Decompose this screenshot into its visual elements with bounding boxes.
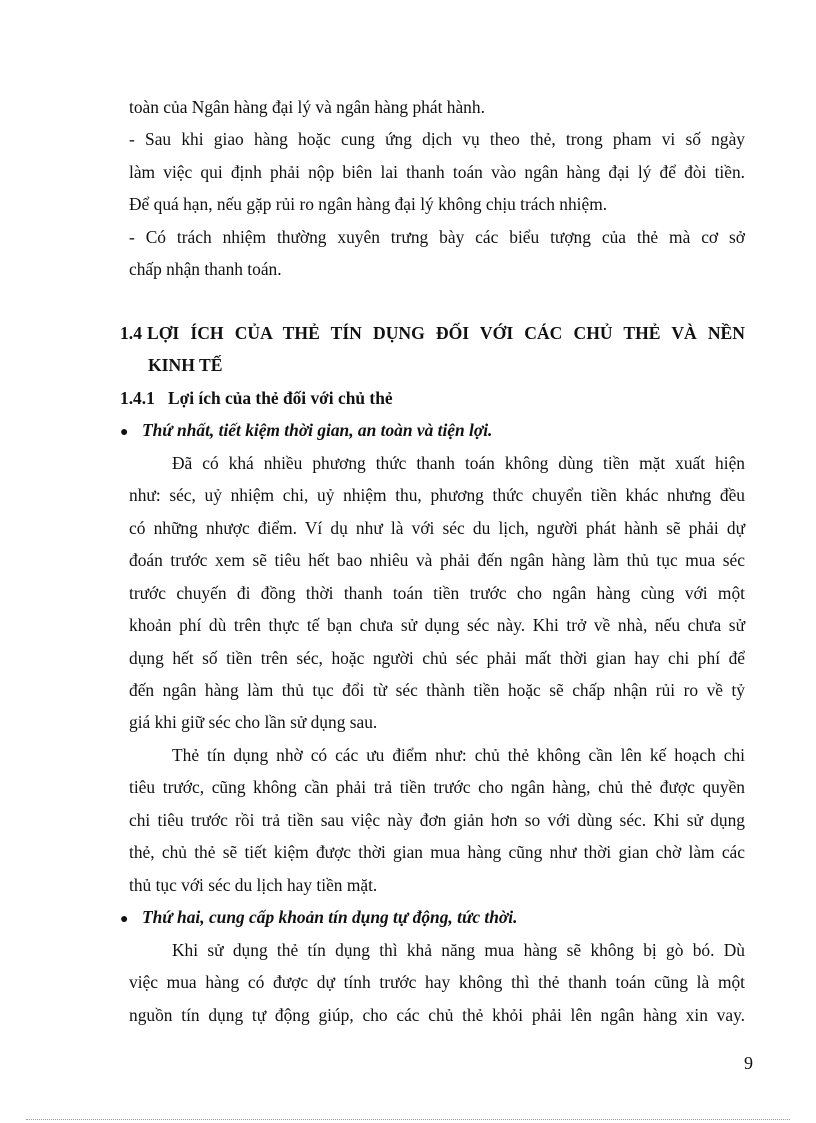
subsection-title: Lợi ích của thẻ đối với chủ thẻ	[168, 388, 393, 408]
para-line: thẻ, chủ thẻ sẽ tiết kiệm được thời gian mua hàng cũng như thời gian chờ làm các	[129, 842, 745, 862]
subsection-heading	[120, 387, 393, 409]
body-line: Để quá hạn, nếu gặp rủi ro ngân hàng đại lý không chịu trách nhiệm.	[129, 194, 608, 214]
para-line: thủ tục với séc du lịch hay tiền mặt.	[129, 875, 378, 895]
para-line: dụng hết số tiền trên séc, hoặc người chủ séc phải mất thời gian hay chi phí để	[129, 648, 745, 668]
section-title-line1: LỢI ÍCH CỦA THẺ TÍN DỤNG ĐỐI VỚI CÁC CHỦ THẺ VÀ NỀN	[147, 323, 745, 343]
para-line: Thẻ tín dụng nhờ có các ưu điểm như: chủ thẻ không cần lên kế hoạch chi	[172, 745, 745, 765]
bullet-item	[120, 906, 517, 931]
bullet-text: Thứ nhất, tiết kiệm thời gian, an toàn và tiện lợi.	[142, 420, 493, 440]
section-heading	[120, 322, 745, 344]
body-line: làm việc qui định phải nộp biên lai thanh toán vào ngân hàng đại lý để đòi tiền.	[129, 162, 745, 182]
para-line: Khi sử dụng thẻ tín dụng thì khả năng mua hàng sẽ không bị gò bó. Dù	[172, 940, 745, 960]
bullet-icon: ●	[120, 912, 129, 927]
para-line: đến ngân hàng làm thủ tục đổi từ séc thành tiền hoặc sẽ chấp nhận rủi ro về tỷ	[129, 680, 745, 700]
body-line: toàn của Ngân hàng đại lý và ngân hàng phát hành.	[129, 97, 485, 117]
para-line: Đã có khá nhiều phương thức thanh toán không dùng tiền mặt xuất hiện	[172, 453, 745, 473]
para-line: chi tiêu trước rồi trả tiền sau việc này đơn giản hơn so với dùng séc. Khi sử dụng	[129, 810, 745, 830]
footer-divider	[26, 1119, 790, 1120]
list-dash-line: - Sau khi giao hàng hoặc cung ứng dịch vụ theo thẻ, trong pham vi số ngày	[129, 129, 745, 149]
para-line: tiêu trước, cũng không cần phải trả tiền trước cho ngân hàng, chủ thẻ được quyền	[129, 777, 745, 797]
bullet-icon: ●	[120, 425, 129, 440]
body-line: chấp nhận thanh toán.	[129, 259, 282, 279]
list-dash-line: - Có trách nhiệm thường xuyên trưng bày các biểu tượng của thẻ mà cơ sở	[129, 227, 745, 247]
para-line: đoán trước xem sẽ tiêu hết bao nhiêu và phải đến ngân hàng làm thủ tục mua séc	[129, 550, 745, 570]
page-number: 9	[744, 1053, 753, 1073]
bullet-item	[120, 419, 492, 444]
para-line: có những nhược điểm. Ví dụ như là với séc du lịch, người phát hành sẽ phải dự	[129, 518, 745, 538]
para-line: trước chuyến đi đồng thời thanh toán tiền trước cho ngân hàng cùng với một	[129, 583, 745, 603]
para-line: khoản phí dù trên thực tế bạn chưa sử dụng séc này. Khi trở về nhà, nếu chưa sử	[129, 615, 745, 635]
section-title-line2: KINH TẾ	[148, 355, 223, 375]
bullet-text: Thứ hai, cung cấp khoản tín dụng tự động, tức thời.	[142, 907, 518, 927]
subsection-number: 1.4.1	[120, 388, 155, 408]
section-number: 1.4	[120, 323, 142, 343]
para-line: giá khi giữ séc cho lần sử dụng sau.	[129, 712, 378, 732]
para-line: nguồn tín dụng tự động giúp, cho các chủ thẻ khỏi phải lên ngân hàng xin vay.	[129, 1005, 745, 1025]
para-line: việc mua hàng có được dự tính trước hay không thì thẻ thanh toán cũng là một	[129, 972, 745, 992]
para-line: như: séc, uỷ nhiệm chi, uỷ nhiệm thu, phương thức chuyển tiền khác nhưng đều	[129, 485, 745, 505]
